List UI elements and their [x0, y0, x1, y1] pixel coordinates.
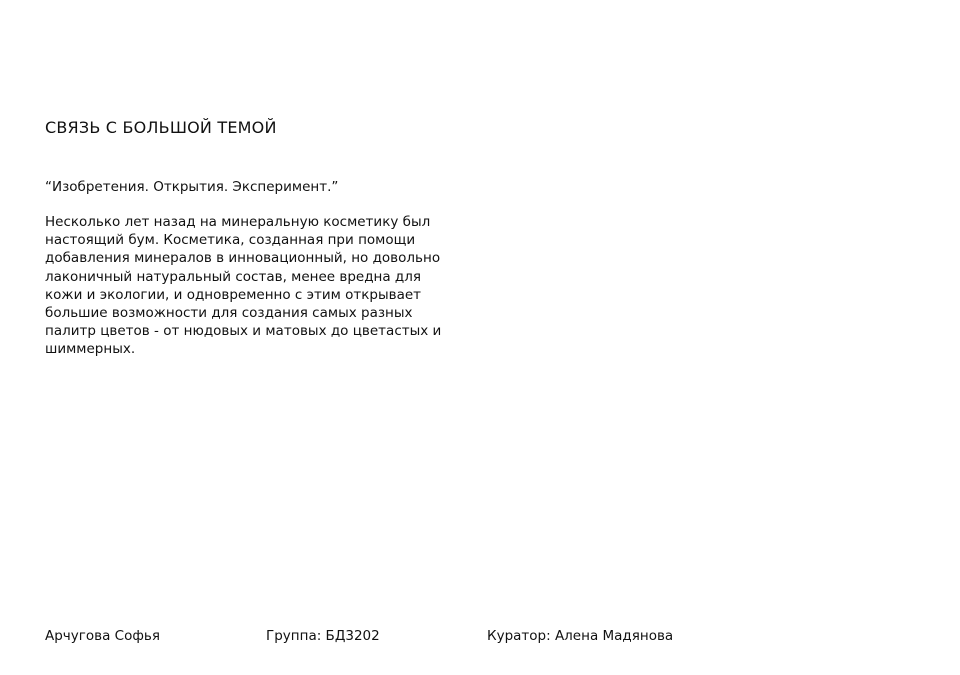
footer-author: Арчугова Софья	[45, 628, 160, 644]
body-line: шиммерных.	[45, 341, 136, 358]
body-line: кожи и экологии, и одновременно с этим открывает	[45, 286, 422, 303]
footer-group: Группа: БД3202	[266, 628, 380, 644]
body-line: большие возможности для создания самых разных	[45, 305, 413, 322]
body-line: Несколько лет назад на минеральную косметику был	[45, 214, 431, 230]
body-line: настоящий бум. Косметика, созданная при помощи	[45, 232, 416, 249]
body-line: добавления минералов в инновационный, но довольно	[45, 250, 441, 267]
body-paragraph	[45, 213, 475, 359]
body-line: лаконичный натуральный состав, менее вредна для	[45, 268, 422, 285]
body-line: палитр цветов - от нюдовых и матовых до цветастых и	[45, 323, 442, 340]
section-heading: СВЯЗЬ С БОЛЬШОЙ ТЕМОЙ	[45, 118, 277, 137]
footer-curator: Куратор: Алена Мадянова	[487, 628, 674, 644]
theme-quote: “Изобретения. Открытия. Эксперимент.”	[45, 179, 339, 195]
